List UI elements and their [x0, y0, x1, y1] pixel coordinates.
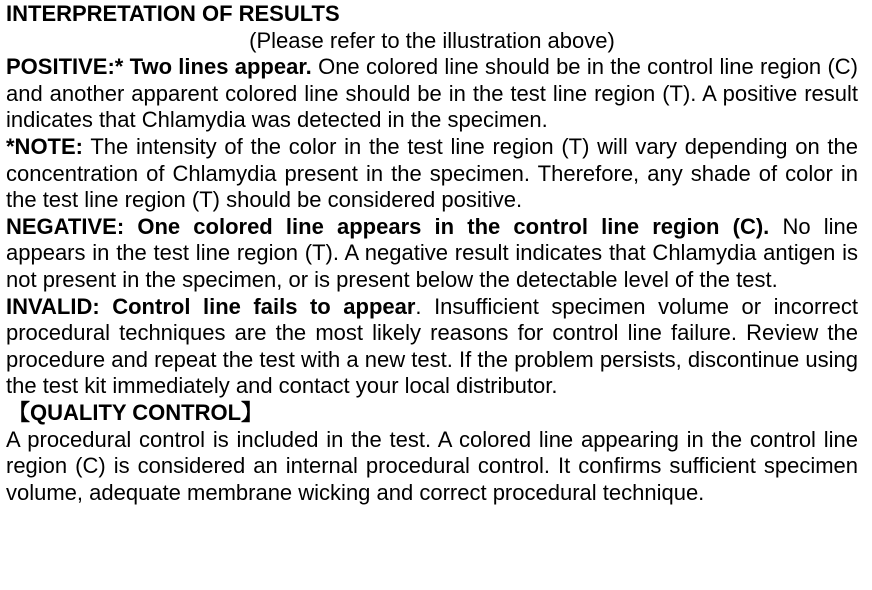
note-paragraph — [6, 134, 858, 214]
note-body: The intensity of the color in the test line region (T) will vary depending on the concentration of Chlamydia present in the specimen. Therefore, any shade of color in the test line region (T) should be considered positive. — [6, 133, 858, 213]
illustration-reference-note: (Please refer to the illustration above) — [249, 27, 615, 53]
invalid-lead: INVALID: Control line fails to appear — [6, 293, 416, 319]
negative-body: No line appears in the test line region (T). A negative result indicates that Chlamydia antigen is not present in the specimen, or is present below the detectable level of the test. — [6, 213, 858, 292]
positive-lead: POSITIVE:* Two lines appear. — [6, 54, 312, 80]
positive-body: One colored line should be in the control line region (C) and another apparent colored line should be in the test line region (T). A positive result indicates that Chlamydia was detected in the specimen. — [6, 54, 858, 133]
positive-paragraph — [6, 54, 858, 134]
negative-paragraph — [6, 214, 858, 294]
invalid-body: . Insufficient specimen volume or incorrect procedural techniques are the most likely reasons for control line failure. Review the procedure and repeat the test with a new test. If the problem persists, discontinue using the test kit immediately and contact your local distributor. — [6, 293, 858, 399]
invalid-paragraph — [6, 294, 858, 400]
document — [6, 0, 858, 506]
quality-control-paragraph: A procedural control is included in the test. A colored line appearing in the control line region (C) is considered an internal procedural control. It confirms sufficient specimen volume, adequate membrane wicking and correct procedural technique. — [6, 426, 858, 505]
section-title: INTERPRETATION OF RESULTS — [6, 1, 340, 26]
quality-control-heading: 【QUALITY CONTROL】 — [8, 399, 264, 425]
note-lead: *NOTE: — [6, 133, 83, 159]
negative-lead: NEGATIVE: One colored line appears in the control line region (C). — [6, 213, 770, 239]
